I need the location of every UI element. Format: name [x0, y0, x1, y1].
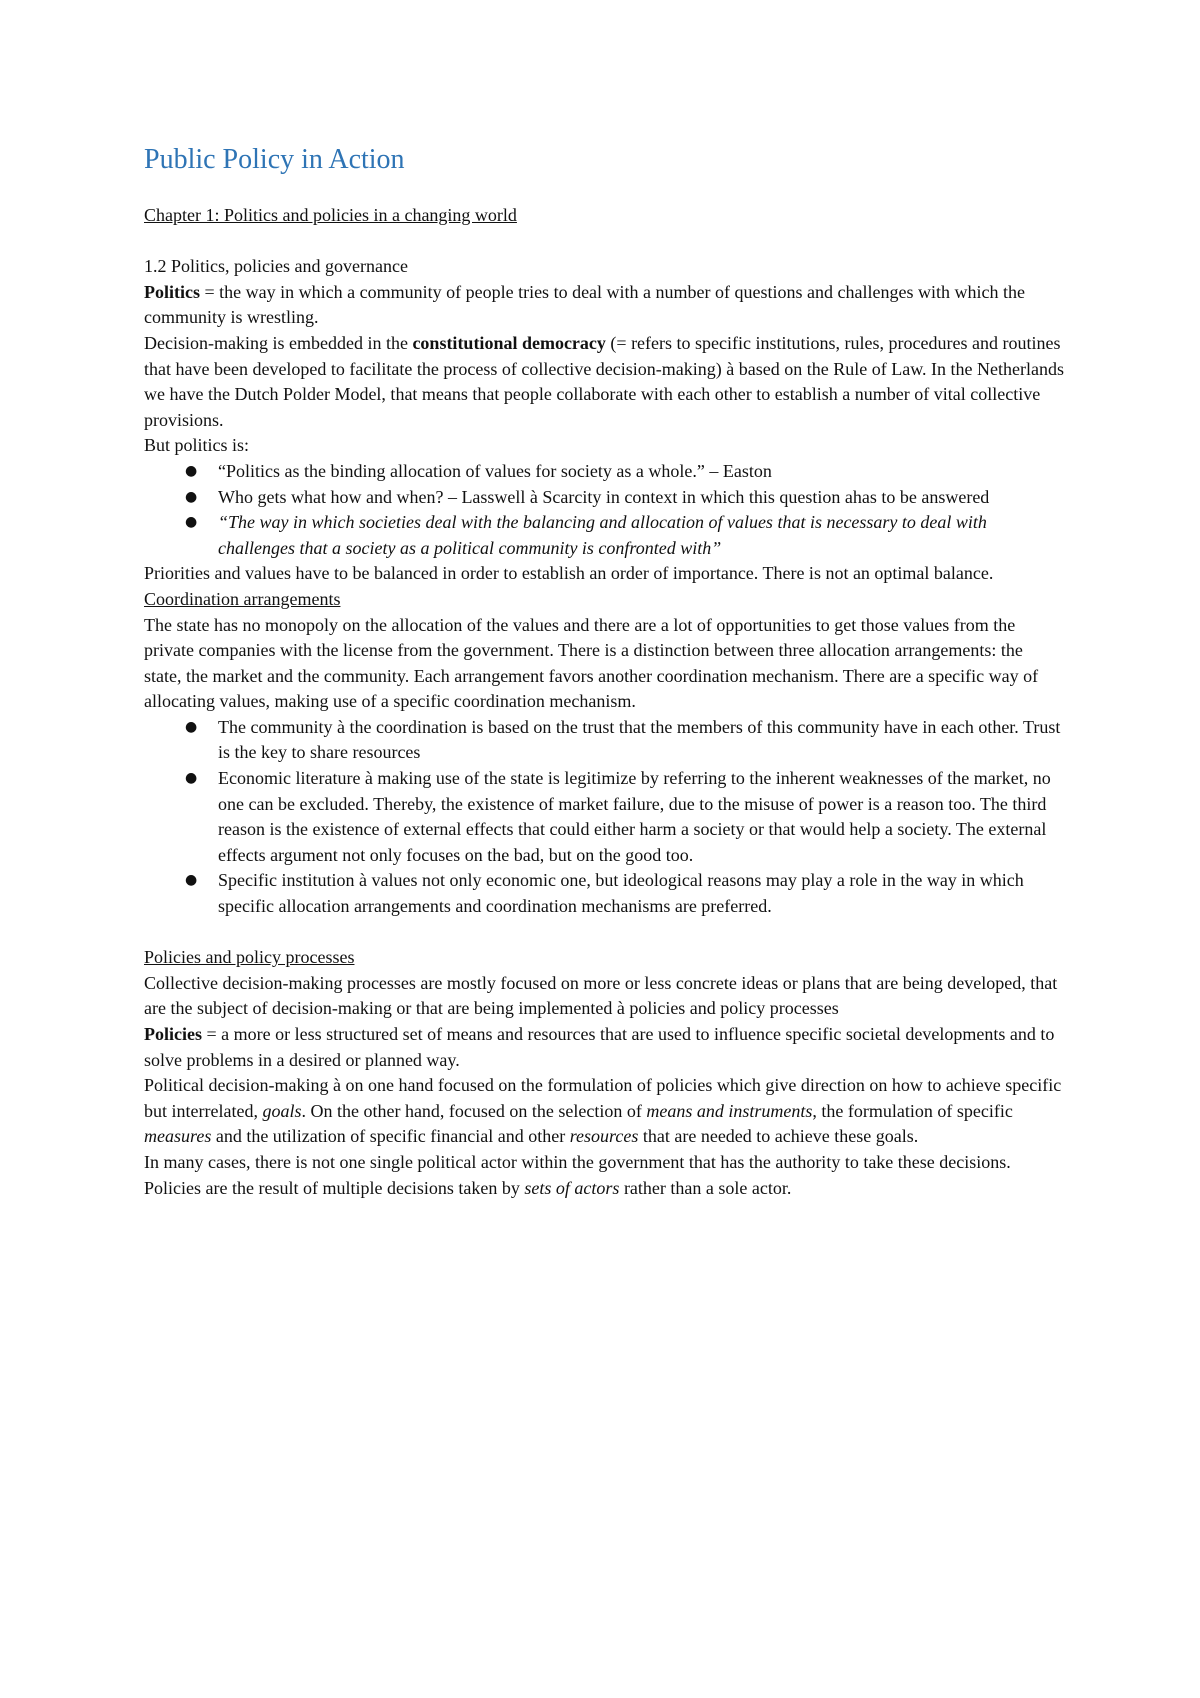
priorities-paragraph: Priorities and values have to be balanced in order to establish an order of importance. There is not an optimal balance.	[144, 563, 994, 584]
policies-definition-text: = a more or less structured set of means and resources that are used to influence specific societal developments and to solve problems in a desired or planned way.	[144, 1024, 1055, 1070]
bullet-icon: ●	[185, 718, 198, 735]
text-run: and the utilization of specific financial and other	[211, 1126, 570, 1147]
text-run: rather than a sole actor.	[619, 1177, 792, 1198]
list-item	[185, 715, 1064, 766]
decision-making-paragraph	[144, 331, 1064, 433]
resources-term: resources	[569, 1126, 639, 1147]
text-run: . On the other hand, focused on the selection of	[301, 1100, 647, 1121]
policies-heading: Policies and policy processes	[144, 947, 355, 968]
bullet-icon: ●	[185, 770, 198, 787]
bullet-text: “The way in which societies deal with the balancing and allocation of values that is necessary to deal with challenges that a society as a political community is confronted with”	[218, 512, 987, 558]
bullet-text: The community à the coordination is based on the trust that the members of this community have in each other. Trust is the key to share resources	[218, 716, 1061, 763]
means-term: means and instruments	[646, 1100, 813, 1121]
chapter-heading: Chapter 1: Politics and policies in a changing world	[144, 205, 517, 225]
bullet-icon: ●	[185, 488, 198, 505]
politics-term: Politics	[144, 281, 200, 302]
bullet-icon: ●	[185, 514, 198, 531]
list-item	[185, 510, 1064, 561]
bullet-text: Economic literature à making use of the state is legitimize by referring to the inherent weaknesses of the market, no one can be excluded. Thereby, the existence of market failure, due to the misuse of power is a reason too. The third reason is the existence of external effects that could either harm a society or that would help a society. The external effects argument not only focuses on the bad, but on the good too.	[218, 768, 1051, 865]
goals-term: goals	[262, 1100, 302, 1121]
political-decision-making-paragraph	[144, 1073, 1064, 1150]
coordination-paragraph: The state has no monopoly on the allocation of the values and there are a lot of opportunities to get those values from the private companies with the license from the government. There is a distinction between three allocation arrangements: the state, the market and the community. Each arrangement favors another coordination mechanism. There are a specific way of allocating values, making use of a specific coordination mechanism.	[144, 614, 1039, 712]
section-heading: 1.2 Politics, policies and governance	[144, 256, 408, 277]
policies-intro-paragraph: Collective decision-making processes are mostly focused on more or less concrete ideas or plans that are being developed, that are the subject of decision-making or that are being implemented à policies and policy processes	[144, 972, 1058, 1019]
decision-making-text-before: Decision-making is embedded in the	[144, 332, 413, 353]
spacer	[144, 920, 1064, 946]
list-item	[185, 868, 1064, 919]
bullet-text: Specific institution à values not only economic one, but ideological reasons may play a role in the way in which specific allocation arrangements and coordination mechanisms are preferred.	[218, 870, 1024, 917]
list-item	[185, 766, 1064, 868]
politics-definition	[144, 280, 1064, 331]
coordination-bullet-list	[144, 715, 1064, 920]
decision-making-text-after: (= refers to specific institutions, rules, procedures and routines that have been developed to facilitate the process of collective decision-making) à based on the Rule of Law. In the Netherlands we have the Dutch Polder Model, that means that people collaborate with each other to establish a number of vital collective provisions.	[144, 332, 1064, 430]
text-run: In many cases, there is not one single political actor within the government that has the authority to take these decisions. Policies are the result of multiple decisions taken by	[144, 1151, 1011, 1198]
bullet-text: Who gets what how and when? – Lasswell à Scarcity in context in which this question ahas to be answered	[218, 486, 990, 507]
policies-term: Policies	[144, 1024, 202, 1044]
bullet-text: “Politics as the binding allocation of values for society as a whole.” – Easton	[218, 460, 772, 481]
coordination-heading: Coordination arrangements	[144, 588, 341, 609]
politics-definition-text: = the way in which a community of people tries to deal with a number of questions and challenges with which the community is wrestling.	[144, 281, 1025, 328]
constitutional-democracy-term: constitutional democracy	[412, 332, 606, 353]
bullet-icon: ●	[185, 462, 198, 479]
measures-term: measures	[144, 1126, 212, 1147]
many-cases-paragraph	[144, 1150, 1064, 1201]
text-run: , the formulation of specific	[812, 1100, 1013, 1121]
politics-bullet-list	[144, 459, 1064, 561]
bullet-icon: ●	[185, 872, 198, 889]
document-title: Public Policy in Action	[144, 144, 405, 175]
list-item	[185, 485, 1064, 511]
spacer	[144, 229, 1064, 255]
list-item	[185, 459, 1064, 485]
document-body	[144, 203, 1064, 1201]
policies-definition	[144, 1022, 1064, 1073]
text-run: Political decision-making à on one hand focused on the formulation of policies which give direction on how to achieve specific but interrelated,	[144, 1075, 1062, 1121]
text-run: that are needed to achieve these goals.	[638, 1126, 919, 1147]
but-politics-line: But politics is:	[144, 435, 250, 456]
sets-of-actors-term: sets of actors	[524, 1177, 620, 1198]
